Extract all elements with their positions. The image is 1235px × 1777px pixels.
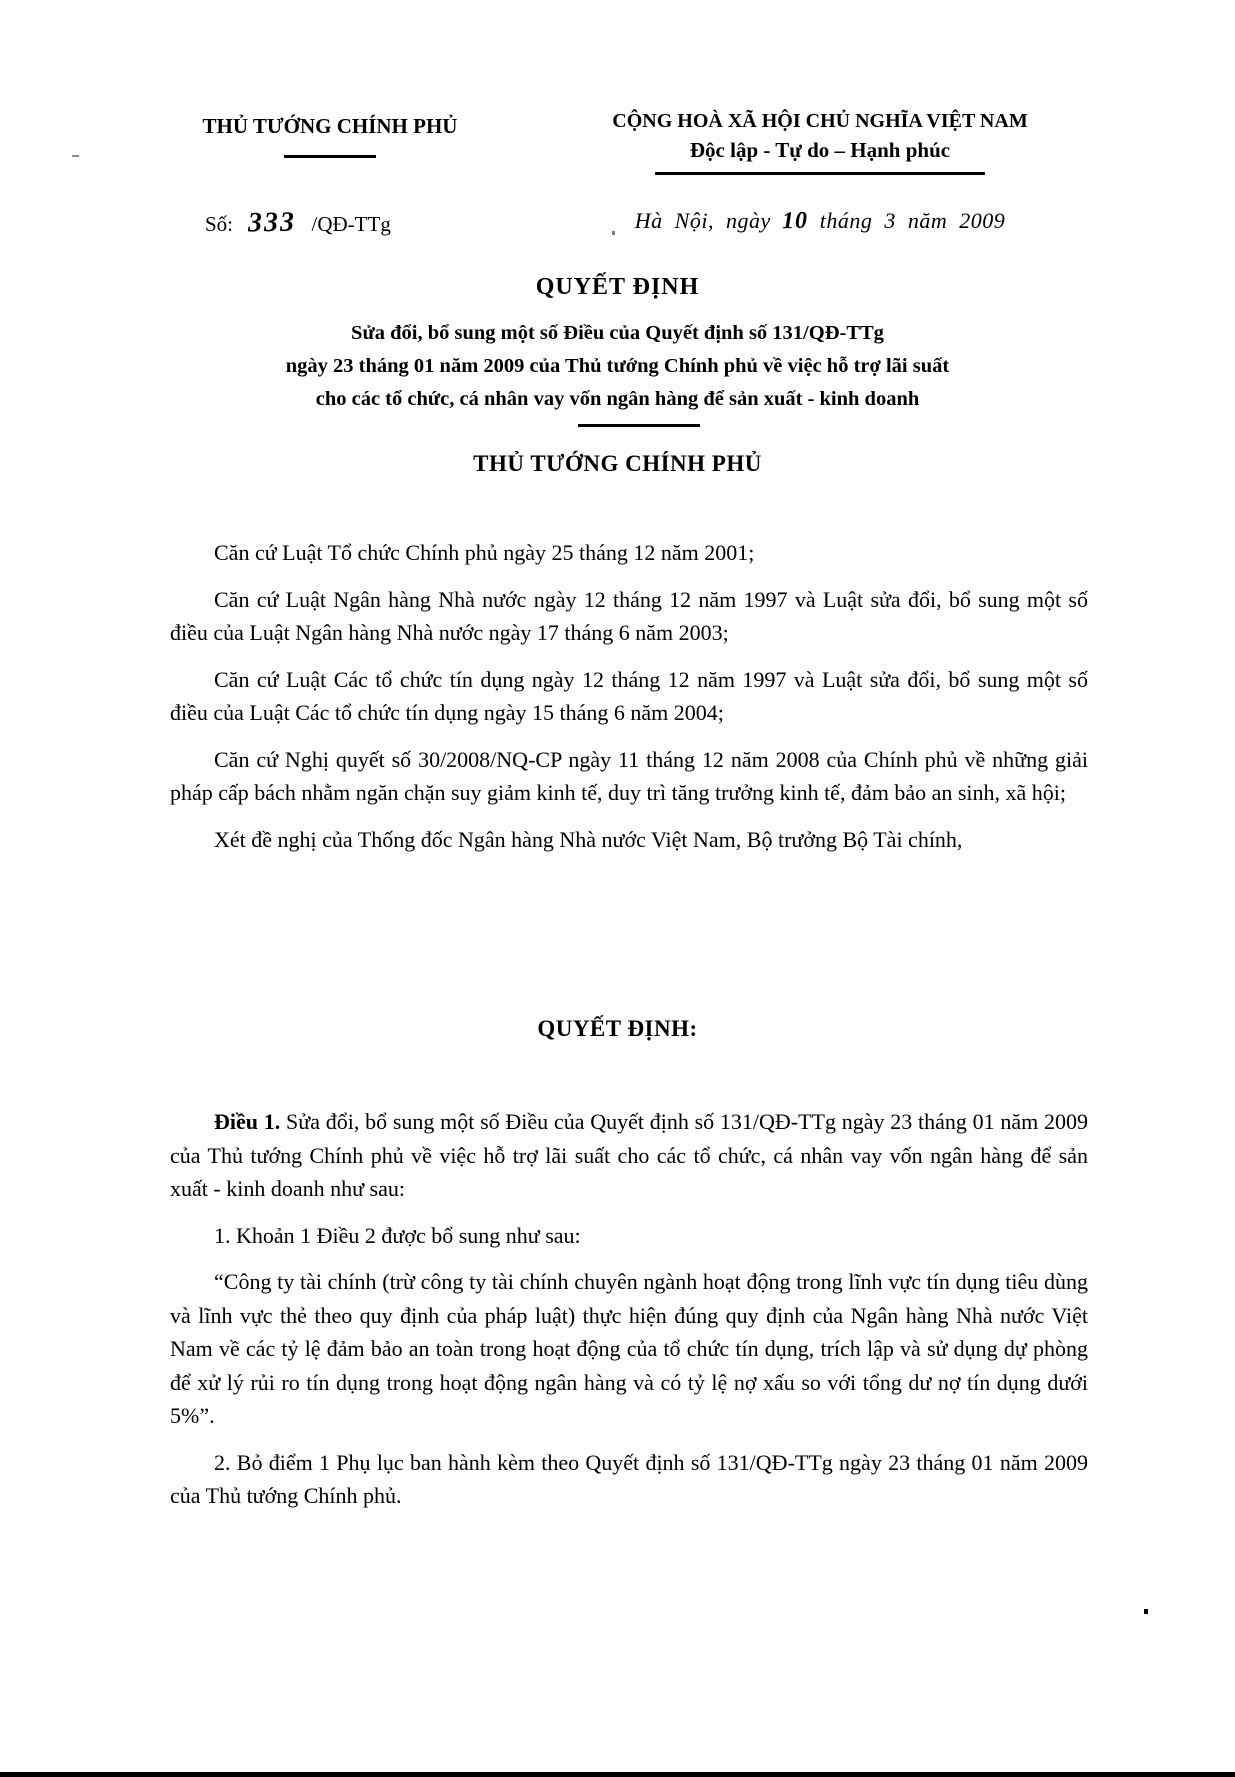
decision-heading: QUYẾT ĐỊNH: [537, 1016, 698, 1041]
subtitle-line-3: cho các tổ chức, cá nhân vay vốn ngân hàng để sản xuất - kinh doanh [315, 388, 920, 410]
document-title: QUYẾT ĐỊNH [535, 274, 700, 300]
preamble-section [170, 536, 1088, 869]
document-number-line [205, 207, 391, 239]
subtitle-line-1: Sửa đổi, bổ sung một số Điều của Quyết định số 131/QĐ-TTg [351, 322, 884, 344]
scan-artifact-bottom-bar [0, 1772, 1235, 1777]
document-number-handwritten: 333 [247, 206, 297, 239]
scan-artifact-speck [1144, 1609, 1148, 1614]
scan-artifact-dot [612, 231, 615, 235]
scan-artifact-dash [72, 155, 79, 157]
place-date-suffix: tháng 3 năm 2009 [819, 208, 1006, 233]
document-number-label: Số: [205, 212, 234, 236]
clause-1-paragraph: 1. Khoản 1 Điều 2 được bổ sung như sau: [214, 1222, 581, 1248]
clause-2-paragraph: 2. Bỏ điểm 1 Phụ lục ban hành kèm theo Quyết định số 131/QĐ-TTg ngày 23 tháng 01 năm 2009 của Thủ tướng Chính phủ. [170, 1449, 1088, 1508]
country-name: CỘNG HOÀ XÃ HỘI CHỦ NGHĨA VIỆT NAM [612, 110, 1028, 132]
issuing-authority-name: THỦ TƯỚNG CHÍNH PHỦ [202, 114, 458, 138]
issuing-authority-block [185, 114, 475, 158]
date-day-handwritten: 10 [781, 207, 809, 235]
national-header-block [560, 110, 1080, 175]
motto-underline [655, 172, 985, 175]
article-1-paragraph [170, 1105, 1088, 1206]
document-number-suffix: /QĐ-TTg [311, 212, 391, 236]
preamble-paragraph-5: Xét đề nghị của Thống đốc Ngân hàng Nhà nước Việt Nam, Bộ trưởng Bộ Tài chính, [214, 826, 963, 852]
authority-underline [284, 155, 376, 158]
place-date-prefix: Hà Nội, ngày [634, 208, 771, 233]
preamble-paragraph-3: Căn cứ Luật Các tổ chức tín dụng ngày 12 tháng 12 năm 1997 và Luật sửa đổi, bổ sung một số điều của Luật Các tổ chức tín dụng ngày 15 tháng 6 năm 2004; [170, 666, 1088, 725]
document-subtitle [150, 317, 1085, 416]
national-motto: Độc lập - Tự do – Hạnh phúc [689, 138, 951, 162]
preamble-paragraph-1: Căn cứ Luật Tổ chức Chính phủ ngày 25 tháng 12 năm 2001; [214, 540, 755, 565]
preamble-paragraph-2: Căn cứ Luật Ngân hàng Nhà nước ngày 12 tháng 12 năm 1997 và Luật sửa đổi, bổ sung một số điều của Luật Ngân hàng Nhà nước ngày 17 tháng 6 năm 2003; [170, 586, 1088, 645]
articles-section [170, 1105, 1088, 1526]
article-1-text: Sửa đổi, bổ sung một số Điều của Quyết định số 131/QĐ-TTg ngày 23 tháng 01 năm 2009 của Thủ tướng Chính phủ về việc hỗ trợ lãi suất cho các tổ chức, cá nhân vay vốn ngân hàng để sản xuất - kinh doanh như sau: [170, 1109, 1089, 1201]
article-1-label: Điều 1. [214, 1109, 281, 1134]
subtitle-line-2: ngày 23 tháng 01 năm 2009 của Thủ tướng Chính phủ về việc hỗ trợ lãi suất [285, 355, 950, 377]
quoted-provision-paragraph: “Công ty tài chính (trừ công ty tài chính chuyên ngành hoạt động trong lĩnh vực tín dụng tiêu dùng và lĩnh vực thẻ theo quy định của pháp luật) thực hiện đúng quy định của Ngân hàng Nhà nước Việt Nam về các tỷ lệ đảm bảo an toàn trong hoạt động của tổ chức tín dụng, trích lập và sử dụng dự phòng để xử lý rủi ro tín dụng trong hoạt động ngân hàng và có tỷ lệ nợ xấu so với tổng dư nợ tín dụng dưới 5%”. [170, 1269, 1088, 1428]
subtitle-divider-line [578, 424, 700, 427]
place-date-line [560, 208, 1080, 235]
preamble-paragraph-4: Căn cứ Nghị quyết số 30/2008/NQ-CP ngày 11 tháng 12 năm 2008 của Chính phủ về những giải pháp cấp bách nhằm ngăn chặn suy giảm kinh tế, duy trì tăng trưởng kinh tế, đảm bảo an sinh, xã hội; [170, 746, 1088, 805]
issuer-heading: THỦ TƯỚNG CHÍNH PHỦ [473, 451, 762, 476]
